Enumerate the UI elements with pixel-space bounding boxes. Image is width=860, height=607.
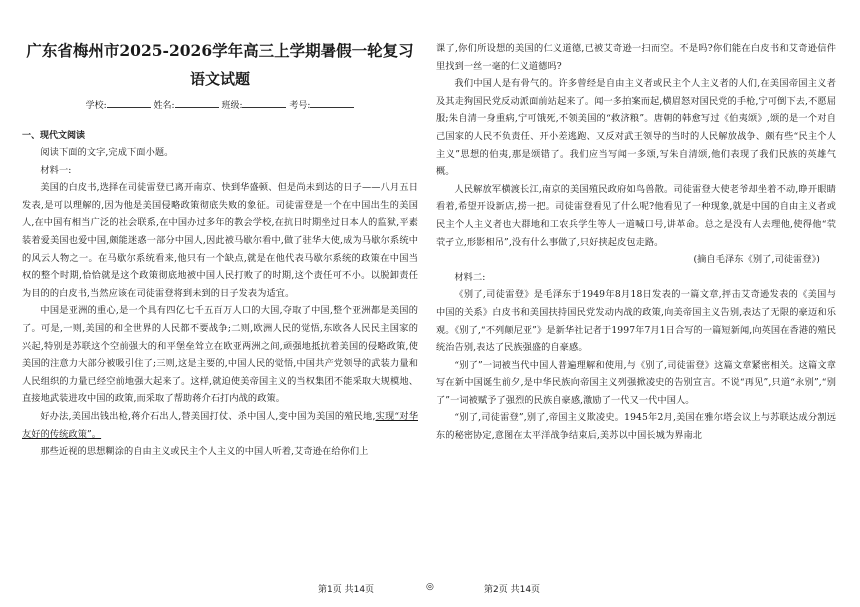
class-label: 班级: [221, 101, 243, 111]
section-heading: 一、现代文阅读 [22, 131, 86, 141]
paragraph: 美国的白皮书,选择在司徒雷登已离开南京、快到华盛顿、但是尚未到达的日子——八月五日发表,是可以理解的,因为他是美国侵略政策彻底失败的象征。司徒雷登是一个在中国出生的美国人,在中国有相当广泛的社会联系,在中国办过多年的教会学校,在抗日时期坐过日本人的监狱,平素装着爱美国也爱中国,颇能迷惑一部分中国人,因此被马歇尔看中,做了驻华大使,成为马歇尔系统中的风云人物之一。在马歇尔系统看来,他只有一个缺点,就是在他代表马歇尔系统的政策在中国当权的整个时期,恰恰就是这个政策彻底地被中国人民打败了的时期,这个责任可不小。以脱卸责任为目的的白皮书,当然应该在司徒雷登将到未到的日子发表为适宜。 [22, 182, 418, 299]
underlined-phrase: 实现“对华友好的传统政策”。 [22, 410, 418, 440]
paragraph: 我们中国人是有骨气的。许多曾经是自由主义者或民主个人主义者的人们,在美国帝国主义者及其走狗国民党反动派面前站起来了。闻一多拍案而起,横眉怒对国民党的手枪,宁可倒下去,不愿屈服;朱自清一身重病,宁可饿死,不领美国的“救济粮”。唐朝的韩愈写过《伯夷颂》,颂的是一个对自己国家的人民不负责任、开小差逃跑、又反对武王领导的当时的人民解放战争、颇有些“民主个人主义”思想的伯夷,那是颂错了。我们应当写闻一多颂,写朱自清颂,他们表现了我们民族的英雄气概。 [436, 78, 836, 178]
left-page [22, 0, 418, 580]
school-label: 学校: [85, 101, 107, 111]
paragraph: “别了”一词被当代中国人普遍理解和使用,与《别了,司徒雷登》这篇文章紧密相关。这篇文章写在新中国诞生前夕,是中华民族向帝国主义列强掀凌史的告别宣言。不说“再见”,只道“永别”,“别了”一词被赋予了强烈的民族自豪感,激励了一代又一代中国人。 [436, 359, 836, 406]
class-blank[interactable] [242, 98, 286, 108]
right-page [436, 0, 836, 580]
exam-no-label: 考号: [289, 101, 311, 111]
student-info-line [22, 98, 418, 112]
material-label: 材料二: [454, 271, 486, 283]
page-number-right: 第2页 共14页 [484, 585, 541, 595]
center-mark-icon: ◎ [426, 582, 434, 592]
source-citation: (摘自毛泽东《别了,司徒雷登》) [693, 254, 820, 266]
exam-no-blank[interactable] [310, 98, 354, 108]
instruction: 阅读下面的文字,完成下面小题。 [40, 147, 174, 158]
name-blank[interactable] [175, 98, 219, 108]
paragraph: “别了,司徒雷登”,别了,帝国主义欺凌史。1945年2月,美国在雅尔塔会议上与苏联达成分割远东的秘密协定,意图在太平洋战争结束后,美苏以中国长城为界南北 [436, 412, 836, 442]
school-blank[interactable] [107, 98, 151, 108]
exam-subtitle: 语文试题 [189, 70, 250, 88]
paragraph: 中国是亚洲的重心,是一个具有四亿七千五百万人口的大国,夺取了中国,整个亚洲都是美国的了。可是,一则,美国的和全世界的人民都不要战争;二则,欧洲人民的觉悟,东欧各人民民主国家的兴起,特别是苏联这个空前强大的和平堡垒耸立在欧亚两洲之间,顽强地抵抗着美国的侵略政策,使美国的注意力大部分被吸引住了;三则,这是主要的,中国人民的觉悟,中国共产党领导的武装力量和人民组织的力量已经空前地强大起来了。这样,就迫使美帝国主义的当权集团不能采取大规模地、直接地武装进攻中国的政策,而采取了帮助蒋介石打内战的政策。 [22, 305, 418, 405]
exam-title: 广东省梅州市2025-2026学年高三上学期暑假一轮复习 [26, 41, 414, 60]
paragraph: 那些近视的思想糊涂的自由主义或民主个人主义的中国人听着,艾奇逊在给你们上 [40, 446, 369, 458]
paragraph: 课了,你们所设想的美国的仁义道德,已被艾奇逊一扫而空。不是吗?你们能在白皮书和艾奇逊信件里找到一丝一毫的仁义道德吗? [436, 43, 836, 72]
material-label: 材料一: [40, 164, 72, 176]
page-number-left: 第1页 共14页 [318, 585, 375, 595]
paragraph: 《别了,司徒雷登》是毛泽东于1949年8月18日发表的一篇文章,抨击艾奇逊发表的《美国与中国的关系》白皮书和美国扶持国民党发动内战的政策,向美帝国主义告别,表达了无限的豪迈和乐观。《别了,“不列颠尼亚”》是新华社记者于1997年7月1日合写的一篇短新闻,向英国在香港的殖民统治告别,表达了民族强盛的自豪感。 [436, 289, 836, 354]
paragraph: 好办法,美国出钱出枪,蒋介石出人,替美国打仗、杀中国人,变中国为美国的殖民地,实现“对华友好的传统政策”。 [22, 410, 418, 440]
name-label: 姓名: [153, 101, 175, 111]
paragraph: 人民解放军横渡长江,南京的美国殖民政府如鸟兽散。司徒雷登大使老爷却坐着不动,睁开眼睛看着,希望开设新店,捞一把。司徒雷登看见了什么呢?他看见了一种现象,就是中国的自由主义者或民主个人主义者也大群地和工农兵学生等人一道喊口号,讲革命。总之是没有人去理他,使得他“茕茕孑立,形影相吊”,没有什么事做了,只好挟起皮包走路。 [436, 183, 836, 248]
